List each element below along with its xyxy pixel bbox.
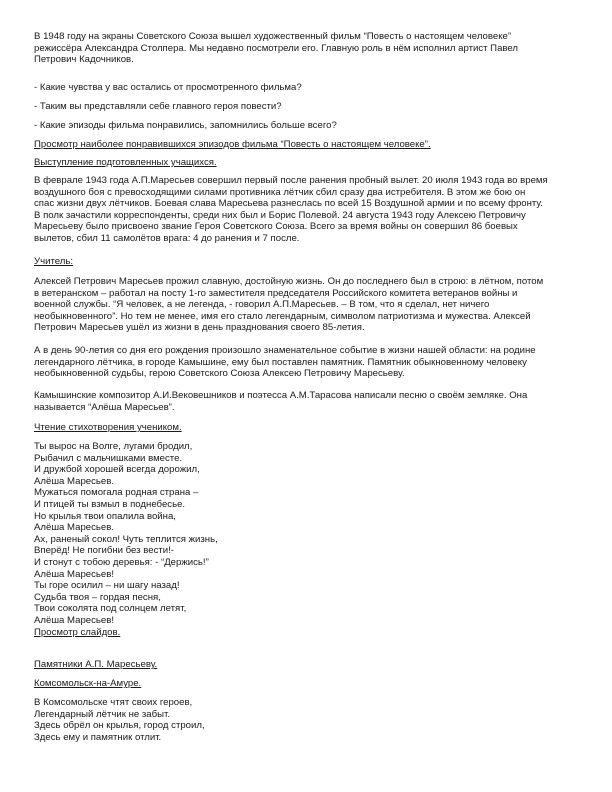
text-line: В феврале 1943 года А.П.Маресьев совершил первый после ранения пробный вылет. 20 июля 1943 года во время: [34, 175, 548, 186]
poem-line: Здесь ему и памятник отлит.: [34, 731, 162, 743]
poem-line: Мужаться помогала родная страна –: [34, 487, 199, 499]
heading-view-episodes: Просмотр наиболее понравившихся эпизодов фильма “Повесть о настоящем человеке”.: [34, 139, 431, 150]
poem-line: И дружбой хорошей всегда дорожил,: [34, 464, 200, 476]
poem-line: Ах, раненый сокол! Чуть теплится жизнь,: [34, 533, 218, 545]
question-1: - Какие чувства у вас остались от просмотренного фильма?: [34, 82, 302, 93]
heading-slides: Просмотр слайдов.: [34, 626, 121, 638]
text-line: Петрович Кадочников.: [34, 54, 134, 66]
text-line: спас жизни двух лётчиков. Боевая слава Маресьева разнеслась по всей 15 Воздушной армии и по всему фронту.: [34, 198, 543, 210]
teacher-paragraph-3: [34, 390, 582, 413]
poem-line: Судьба твоя – гордая песня,: [34, 591, 161, 603]
text-line: Маресьеву было присвоено звание Героя Советского Союза. Всего за время войны он совершил 86 боевых: [34, 221, 518, 233]
heading-students: Выступление подготовленных учащихся.: [34, 157, 217, 168]
poem-line: Алёша Маресьев!: [34, 614, 115, 626]
question-2: - Таким вы представляли себе главного героя повести?: [34, 101, 282, 112]
text-line: Петрович Маресьев ушёл из жизни в день празднования своего 85-летия.: [34, 322, 365, 334]
text-line: В 1948 году на экраны Советского Союза вышел художественный фильм “Повесть о настоящем человеке”: [34, 31, 512, 42]
text-line: В полк зачастили корреспонденты, среди них был и Борис Полевой. 24 августа 1943 году Алексею Петровичу: [34, 209, 526, 221]
question-3: - Какие эпизоды фильма понравились, запомнились больше всего?: [34, 120, 337, 131]
text-line: режиссёра Александра Столпера. Мы недавно посмотрели его. Главную роль в нём исполнил артист Павел: [34, 42, 519, 54]
poem-line: Здесь обрёл он крылья, город строил,: [34, 720, 205, 732]
text-line: Алексей Петрович Маресьев прожил славную, достойную жизнь. Он до последнего был в строю: в лётном, потом: [34, 276, 544, 287]
heading-monuments: Памятники А.П. Маресьеву.: [34, 659, 158, 670]
text-line: называется “Алёша Маресьев”.: [34, 401, 175, 413]
teacher-paragraph-1: [34, 276, 582, 334]
students-paragraph: [34, 175, 582, 245]
poem-line: Алёша Маресьев.: [34, 475, 115, 487]
poem-line: Алёша Маресьев!: [34, 568, 115, 580]
text-line: А в день 90-летия со дня его рождения произошло знаменательное событие в жизни нашей области: на родине: [34, 345, 536, 356]
text-line: вылетов, сбил 11 самолётов врага: 4 до ранения и 7 после.: [34, 232, 300, 244]
poem-line: И птицей ты взмыл в поднебесье.: [34, 498, 186, 510]
text-line: необыкновенного”. Но тем не менее, имя его стало легендарным, символом патриотизма и мужества. Алексей: [34, 310, 531, 322]
text-line: Камышинские композитор А.И.Вековешников и поэтесса А.М.Тарасова написали песню о своём земляке. Она: [34, 390, 528, 401]
poem-line: В Комсомольске чтят своих героев,: [34, 697, 193, 708]
text-line: в ветеранском – работал на посту 1-го заместителя председателя Российского комитета ветеранов войны и: [34, 287, 518, 299]
text-line: военной службы. “Я человек, а не легенда, - говорил А.П.Маресьев. – В том, что я сделал, нет ничего: [34, 299, 490, 311]
poem-line: И стонут с тобою деревья: - “Держись!”: [34, 556, 209, 568]
text-line: необыкновенной судьбы, герою Советского Союза Алексею Петровичу Маресьеву.: [34, 368, 405, 380]
poem-line: Но крылья твои опалила война,: [34, 510, 176, 522]
heading-poem-reading: Чтение стихотворения учеником.: [34, 422, 182, 433]
teacher-paragraph-2: [34, 345, 582, 380]
text-line: легендарного лётчика, в городе Камышине, ему был поставлен памятник. Памятник обыкновенному человеку: [34, 356, 527, 368]
poem-line: Алёша Маресьев.: [34, 522, 115, 534]
poem-line: Ты вырос на Волге, лугами бродил,: [34, 441, 193, 452]
poem-line: Твои соколята под солнцем летят,: [34, 603, 187, 615]
poem-line: Легендарный лётчик не забыт.: [34, 708, 171, 720]
intro-paragraph: [34, 31, 582, 66]
final-poem: [34, 697, 582, 743]
heading-city: Комсомольск-на-Амуре.: [34, 678, 142, 689]
poem-line: Вперёд! Не погибни без вести!-: [34, 545, 174, 557]
poem-line: Рыбачил с мальчишками вместе.: [34, 452, 183, 464]
text-line: воздушного боя с превосходящими силами противника лётчик сбил сразу два истребителя. В этом же бою он: [34, 186, 526, 198]
poem: [34, 441, 582, 638]
poem-line: Ты горе осилил – ни шагу назад!: [34, 580, 180, 592]
heading-teacher: Учитель:: [34, 256, 74, 267]
